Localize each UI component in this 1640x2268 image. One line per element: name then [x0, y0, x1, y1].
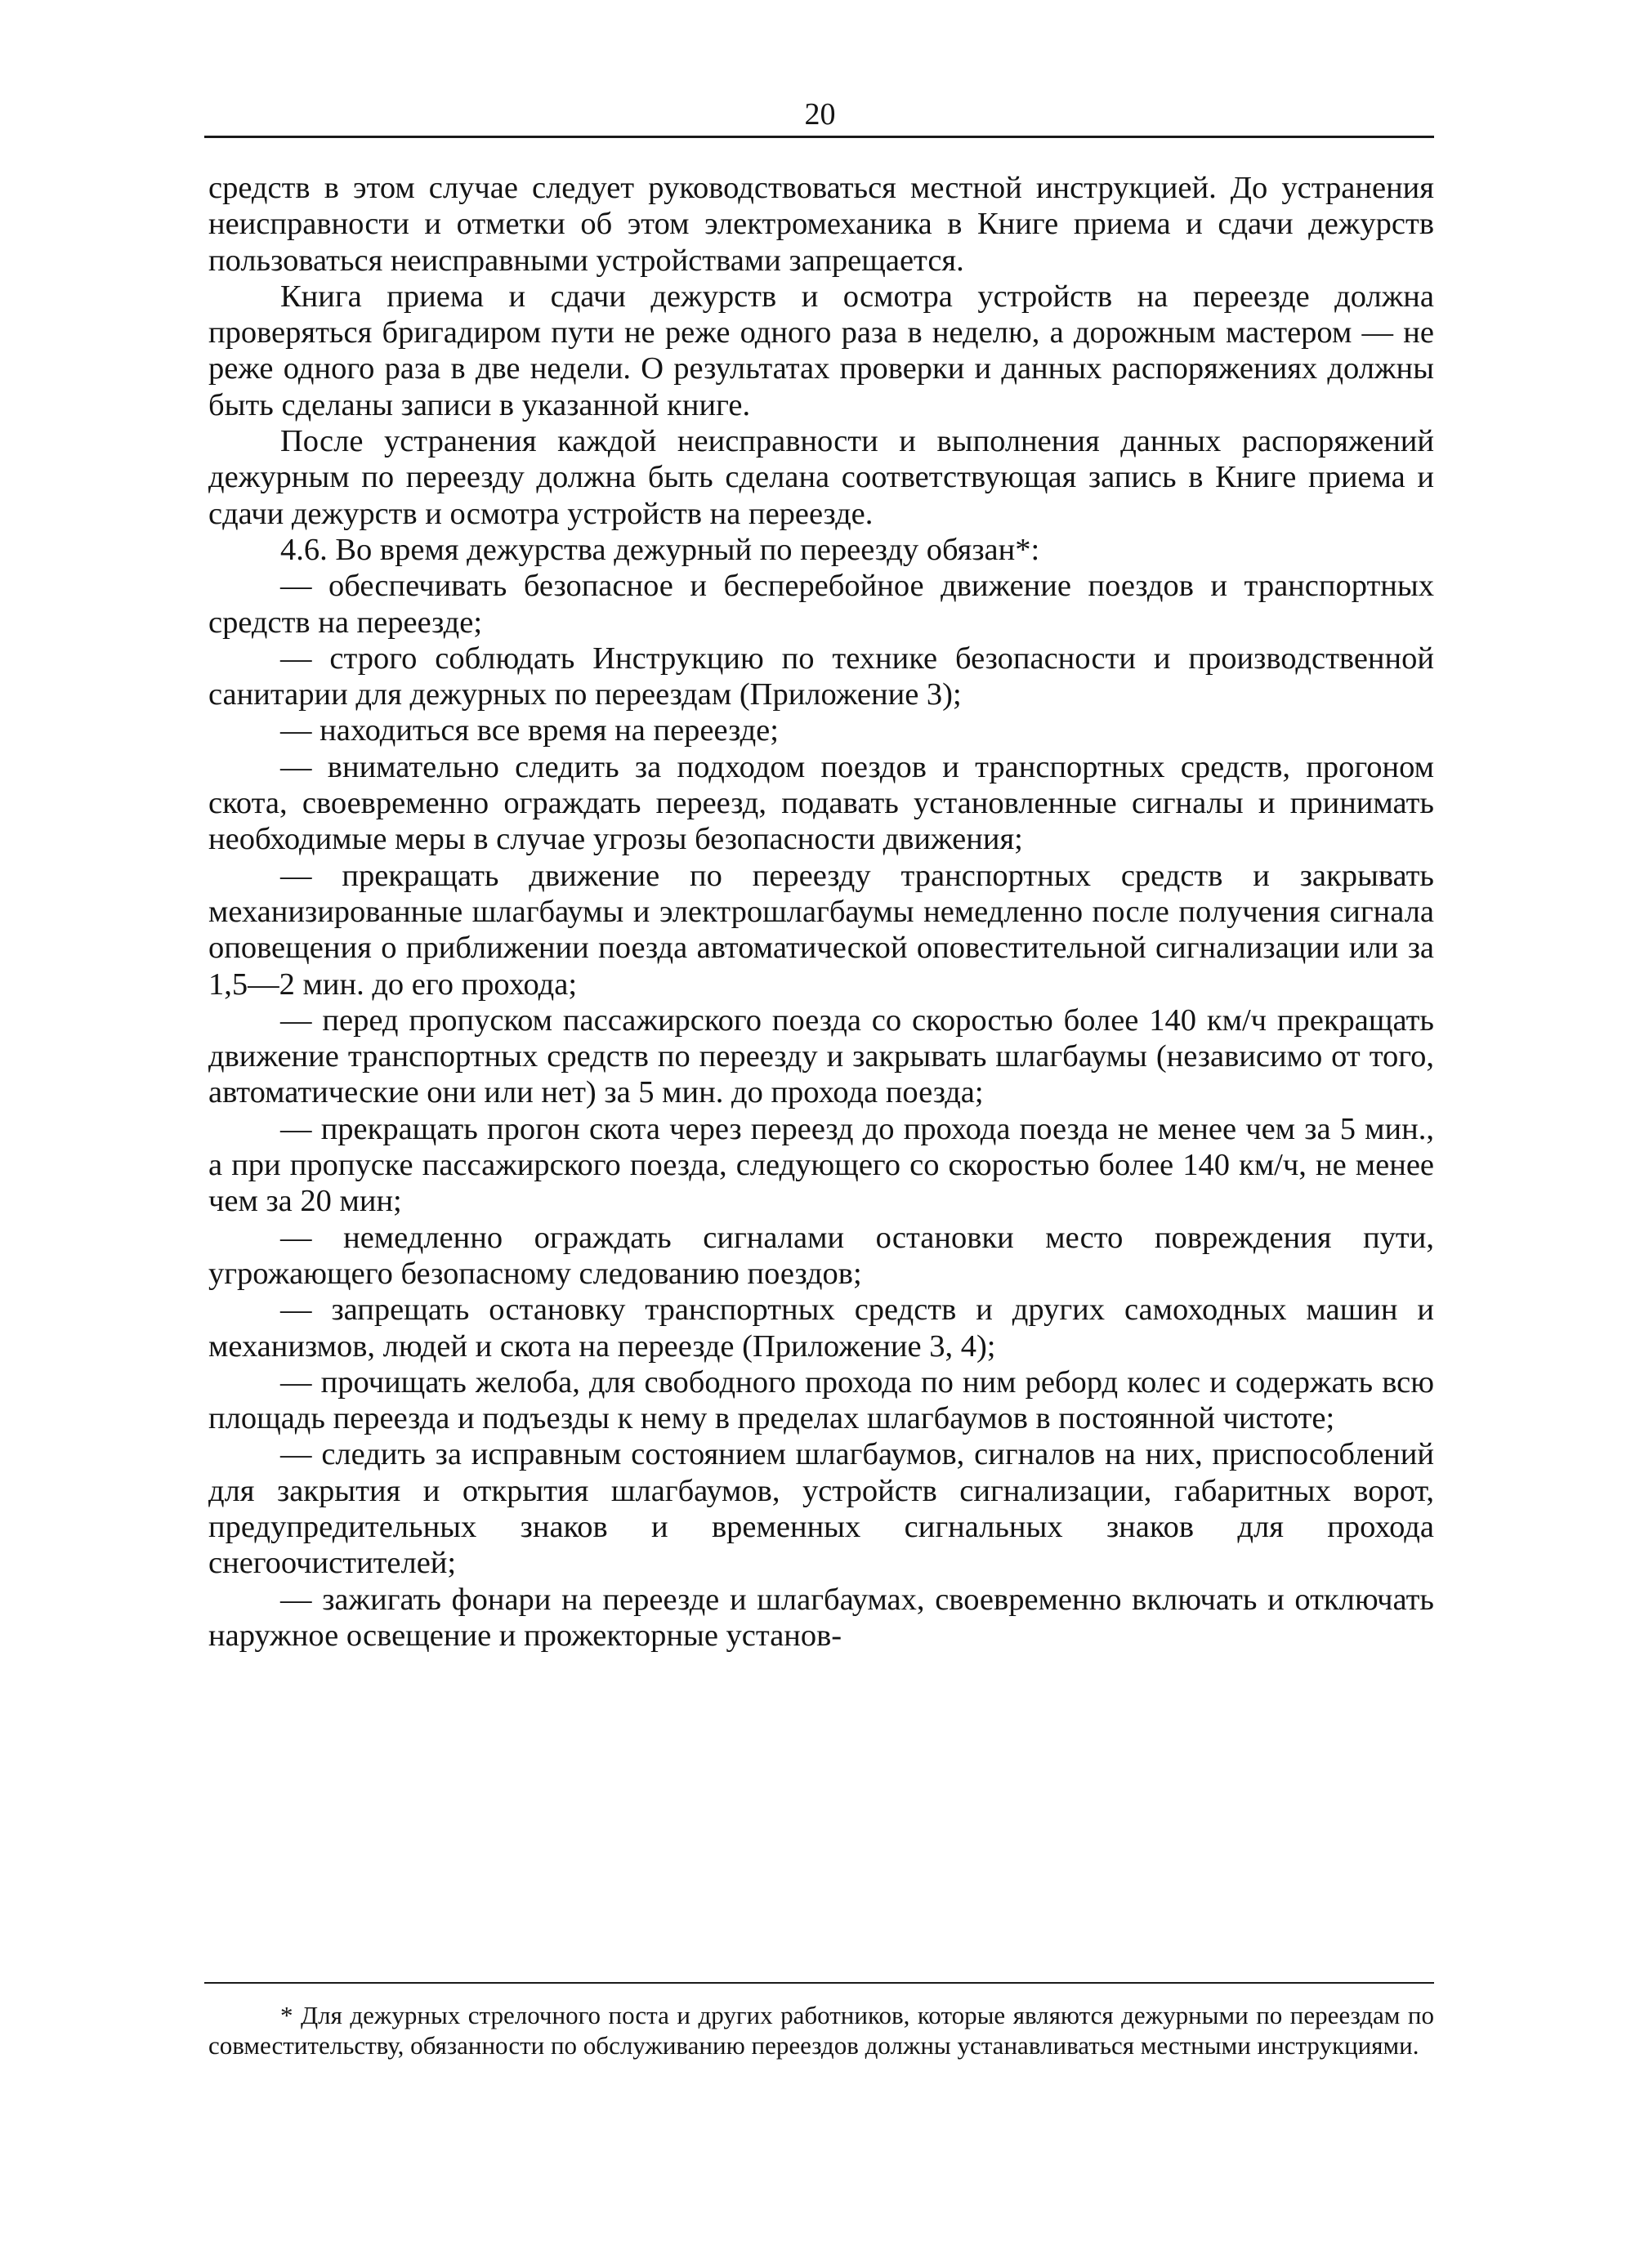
list-item: — запрещать остановку транспортных средств и других самоходных машин и механизмов, людей и скота на переезде (Приложение 3, 4); — [208, 1292, 1434, 1364]
list-item: — прекращать движение по переезду транспортных средств и закрывать механизированные шлагбаумы и электрошлагбаумы немедленно после получения сигнала оповещения о приближении поезда автоматической оповестительной сигнализации или за 1,5—2 мин. до его прохода; — [208, 858, 1434, 1002]
list-item: — обеспечивать безопасное и бесперебойное движение поездов и транспортных средств на переезде; — [208, 569, 1434, 640]
paragraph: После устранения каждой неисправности и выполнения данных распоряжений дежурным по переезду должна быть сделана соответствующая запись в Книге приема и сдачи дежурств и осмотра устройств на переезде. — [208, 424, 1434, 531]
list-item: — зажигать фонари на переезде и шлагбаумах, своевременно включать и отключать наружное освещение и прожекторные установ- — [208, 1582, 1434, 1653]
list-item: — перед пропуском пассажирского поезда со скоростью более 140 км/ч прекращать движение транспортных средств по переезду и закрывать шлагбаумы (независимо от того, автоматические они или нет) за 5 мин. до прохода поезда; — [208, 1002, 1434, 1110]
list-item: — прекращать прогон скота через переезд до прохода поезда не менее чем за 5 мин., а при пропуске пассажирского поезда, следующего со скоростью более 140 км/ч, не менее чем за 20 мин; — [208, 1111, 1434, 1219]
footnote-divider — [204, 1982, 1434, 1984]
footnote: * Для дежурных стрелочного поста и других работников, которые являются дежурными по переездам по совместительству, обязанности по обслуживанию переездов должны устанавливаться местными инструкциями. — [208, 2001, 1434, 2060]
list-item: — следить за исправным состоянием шлагбаумов, сигналов на них, приспособлений для закрытия и открытия шлагбаумов, устройств сигнализации, габаритных ворот, предупредительных знаков и временных сигнальных знаков для прохода снегоочистителей; — [208, 1437, 1434, 1581]
list-item: — строго соблюдать Инструкцию по технике безопасности и производственной санитарии для дежурных по переездам (Приложение 3); — [208, 641, 1434, 712]
paragraph: Книга приема и сдачи дежурств и осмотра устройств на переезде должна проверяться бригадиром пути не реже одного раза в неделю, а дорожным мастером — не реже одного раза в две недели. О результатах проверки и данных распоряжениях должны быть сделаны записи в указанной книге. — [208, 279, 1434, 422]
list-item: — немедленно ограждать сигналами остановки место повреждения пути, угрожающего безопасному следованию поездов; — [208, 1220, 1434, 1291]
list-item: — внимательно следить за подходом поездов и транспортных средств, прогоном скота, своевременно ограждать переезд, подавать установленные сигналы и принимать необходимые меры в случае угрозы безопасности движения; — [208, 749, 1434, 857]
body-text — [208, 170, 1434, 1654]
section-heading-4-6: 4.6. Во время дежурства дежурный по переезду обязан*: — [280, 532, 1040, 567]
list-item: — прочищать желоба, для свободного прохода по ним реборд колес и содержать всю площадь переезда и подъезды к нему в пределах шлагбаумов в постоянной чистоте; — [208, 1364, 1434, 1436]
header-divider — [204, 136, 1434, 138]
list-item: — находиться все время на переезде; — [280, 713, 779, 748]
page-number: 20 — [804, 97, 836, 132]
paragraph: средств в этом случае следует руководствоваться местной инструкцией. До устранения неисправности и отметки об этом электромеханика в Книге приема и сдачи дежурств пользоваться неисправными устройствами запрещается. — [208, 171, 1434, 278]
